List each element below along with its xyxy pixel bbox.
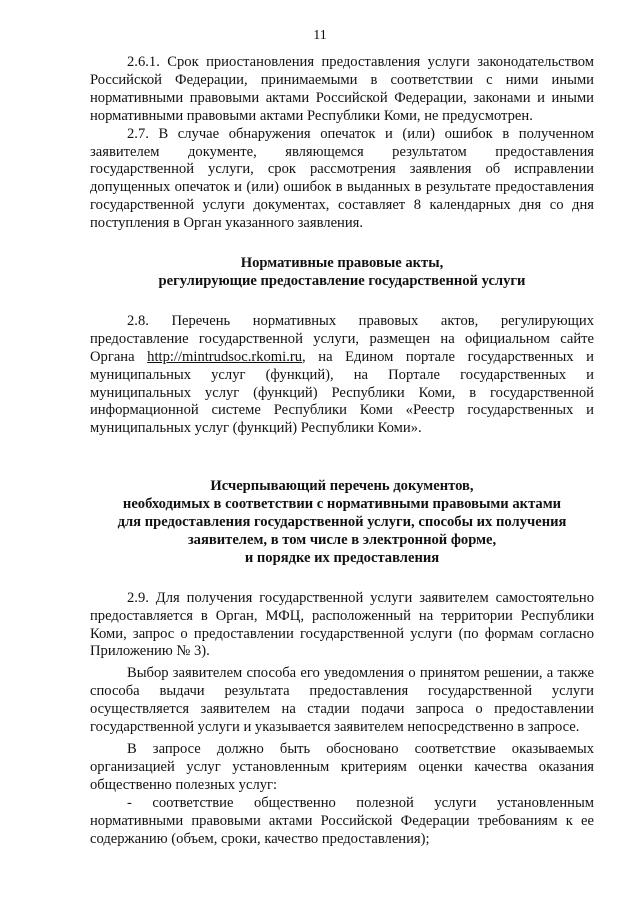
section-heading-documents — [90, 478, 594, 568]
paragraph-2-6-1: 2.6.1. Срок приостановления предоставления услуги законодательством Российской Федерации, принимаемыми в соответствии с ними иными нормативными правовыми актами Российской Федерации, законами и иными нормативными правовыми актами Республики Коми, не предусмотрен. — [90, 54, 594, 124]
spacer — [90, 568, 594, 590]
heading-line: для предоставления государственной услуги, способы их получения — [117, 514, 567, 531]
paragraph-request-justification: В запросе должно быть обосновано соответствие оказываемых организацией услуг установленным критериям оценки качества оказания общественно полезных услуг: — [90, 741, 594, 793]
heading-line: и порядке их предоставления — [244, 549, 440, 566]
spacer — [90, 438, 594, 478]
paragraph-notification-choice: Выбор заявителем способа его уведомления о принятом решении, а также способа выдачи результата предоставления государственной услуги осуществляется заявителем на стадии подачи запроса о предоставлении государственной услуги и указывается заявителем непосредственно в запросе. — [90, 665, 594, 736]
list-item-bullet: - соответствие общественно полезной услуги установленным нормативными правовыми актами Российской Федерации требованиям к ее содержанию (объем, сроки, качество предоставления); — [90, 794, 594, 847]
paragraph-text: 2.8. Перечень нормативных правовых актов, регулирующих предоставление государственной услуги, размещен на официальном сайте Органа — [90, 312, 594, 365]
spacer — [90, 233, 594, 255]
section-heading-regulations — [90, 255, 594, 291]
heading-line: необходимых в соответствии с нормативными правовыми актами — [122, 496, 562, 513]
paragraph-2-9: 2.9. Для получения государственной услуги заявителем самостоятельно предоставляется в Орган, МФЦ, расположенный на территории Республики Коми, запрос о предоставлении государственной услуги (по формам согласно Приложению № 3). — [90, 589, 594, 660]
paragraph-2-8 — [90, 313, 594, 438]
heading-line: Нормативные правовые акты, — [240, 255, 444, 272]
page-number: 11 — [313, 28, 327, 43]
heading-line: регулирующие предоставление государственной услуги — [158, 272, 526, 289]
spacer — [90, 291, 594, 313]
document-body — [90, 54, 594, 848]
paragraph-2-7: 2.7. В случае обнаружения опечаток и (или) ошибок в полученном заявителем документе, являющемся результатом предоставления государственной услуги, срок рассмотрения заявления об исправлении допущенных опечаток и (или) ошибок в выданных в результате предоставления государственной услуги документах, составляет 8 календарных дня со дня поступления в Орган указанного заявления. — [90, 125, 594, 232]
website-link[interactable]: http://mintrudsoc.rkomi.ru — [147, 348, 303, 365]
heading-line: заявителем, в том числе в электронной форме, — [187, 531, 497, 548]
heading-line: Исчерпывающий перечень документов, — [210, 478, 474, 495]
paragraph-text: , на Едином портале государственных и муниципальных услуг (функций), на Портале государственных и муниципальных услуг (функций) Республики Коми, в государственной информационной системе Республики Коми «Реестр государственных и муниципальных услуг (функций) Республики Коми». — [90, 348, 594, 437]
